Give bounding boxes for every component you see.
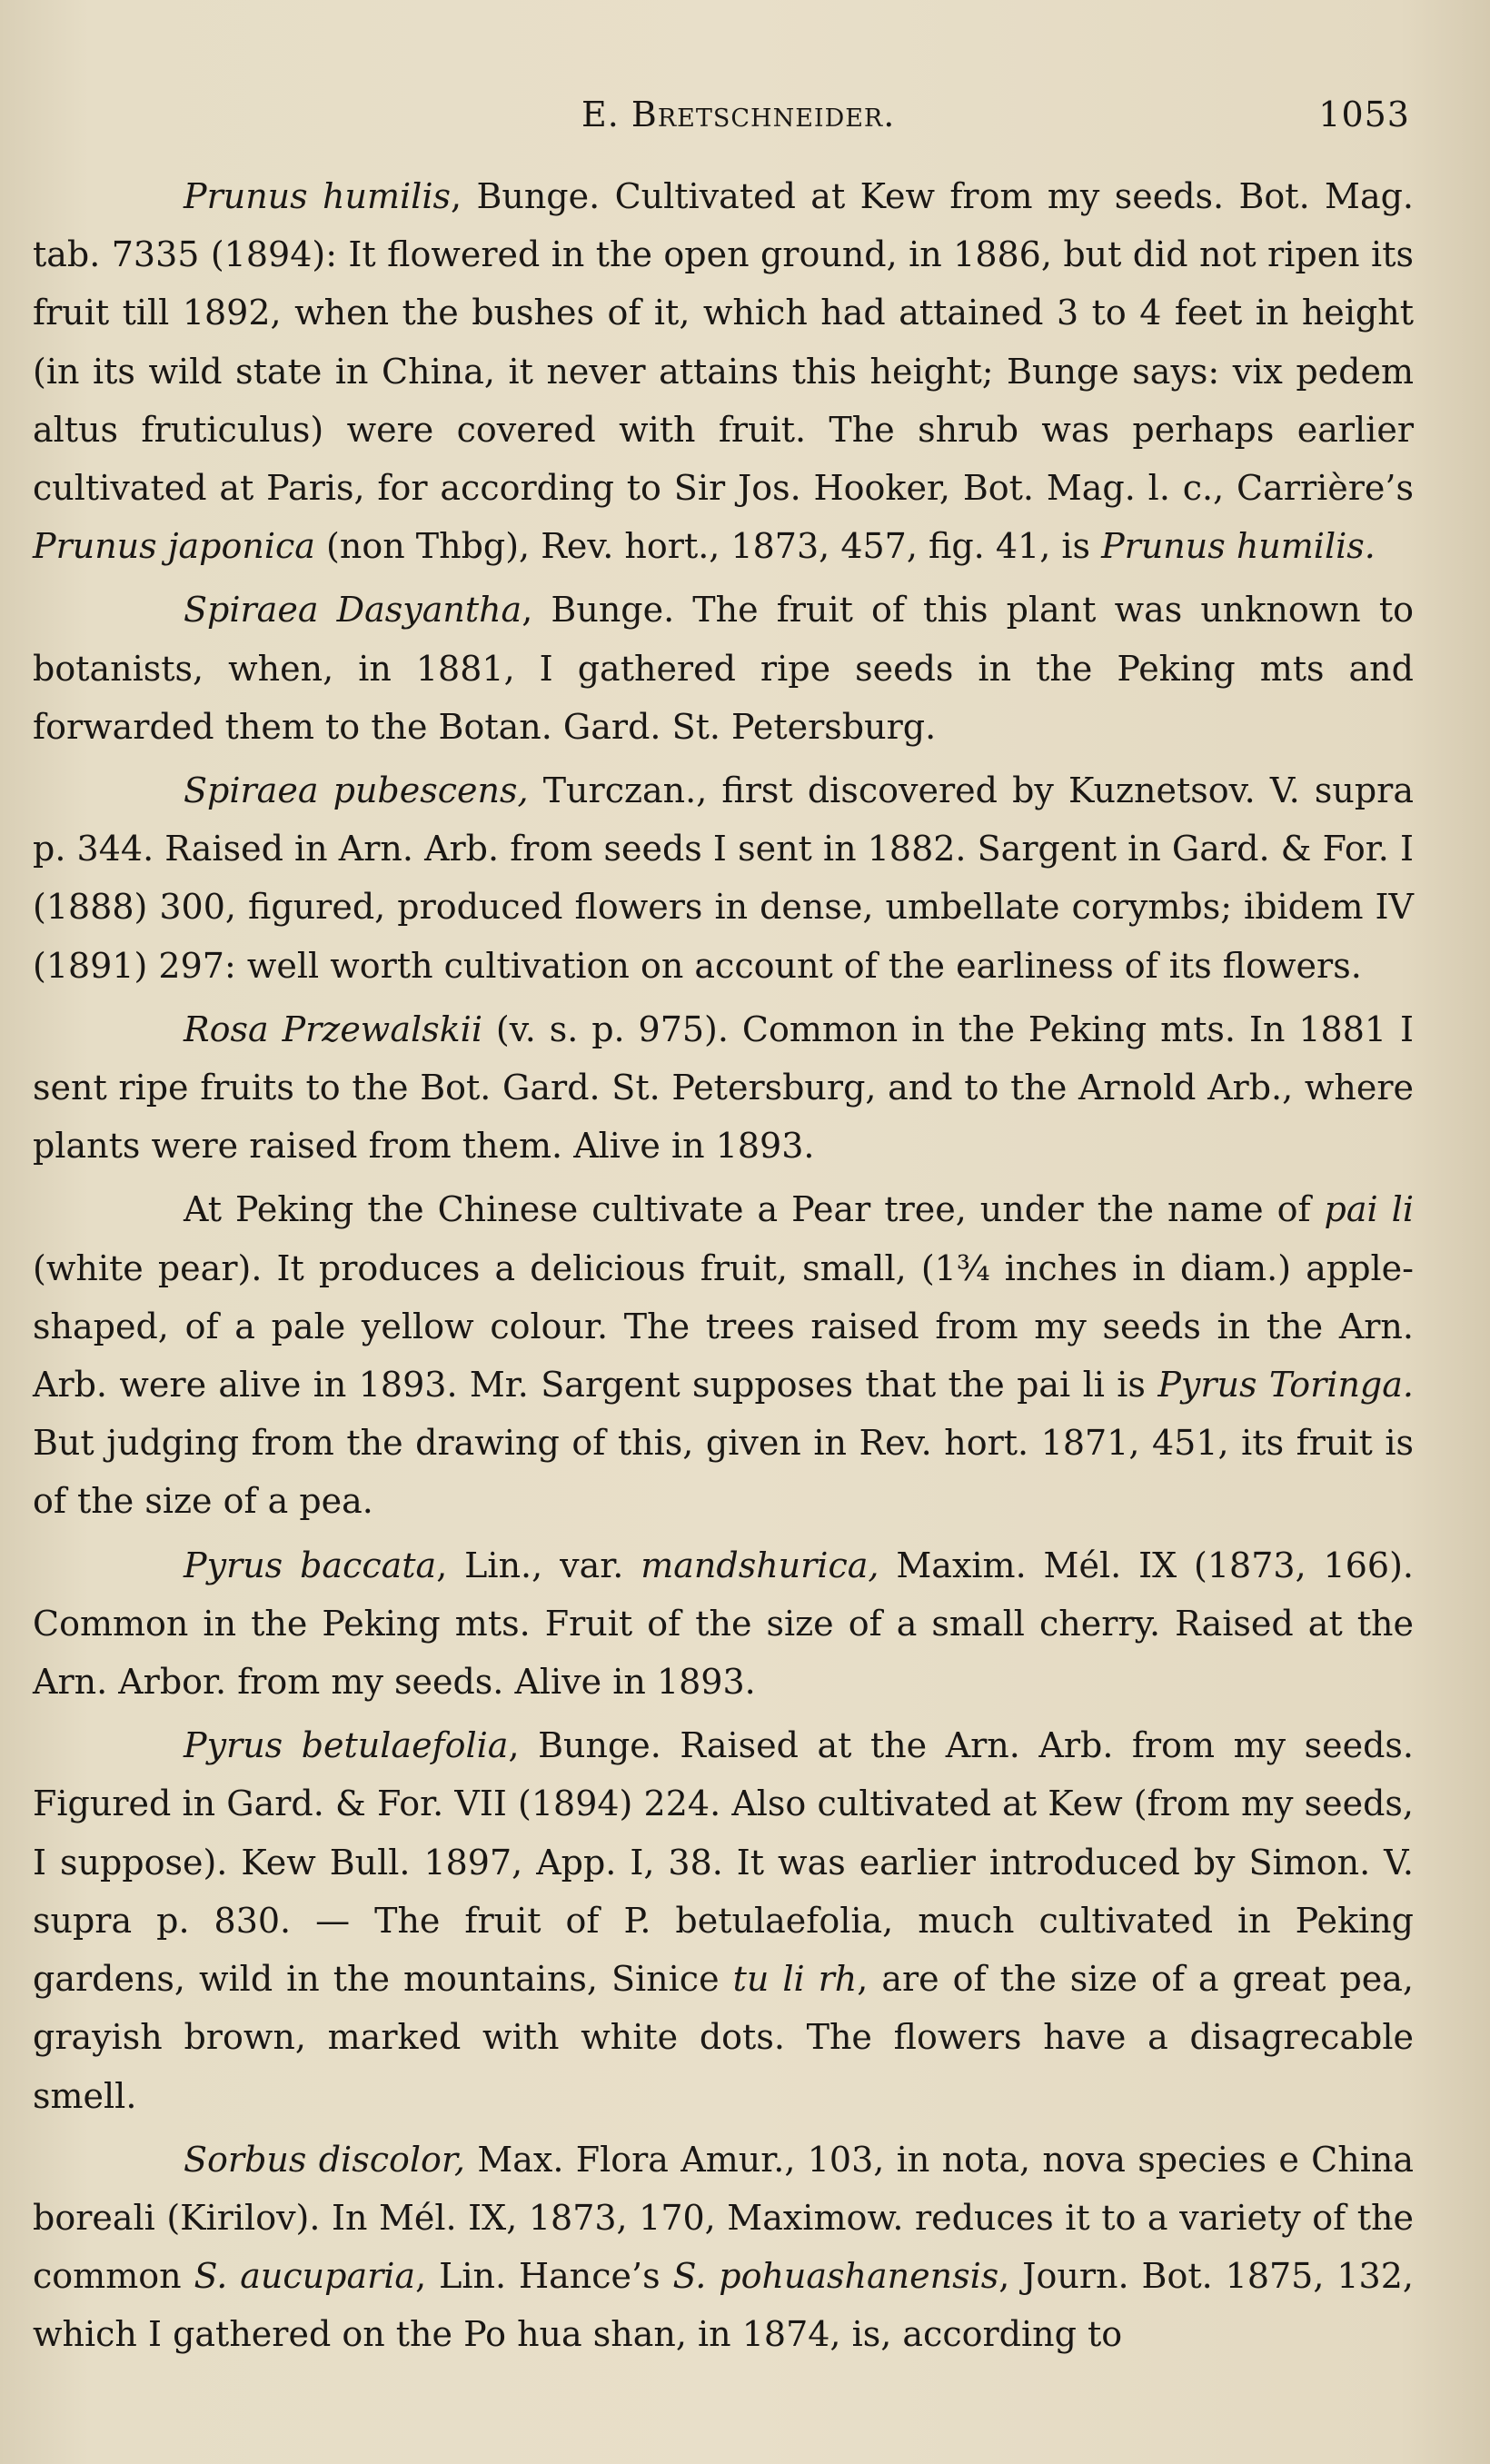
text-run: , Bunge. Raised at the Arn. Arb. from my seeds. Figured in Gard. & For. VII (1894) 224. Also cultivated at Kew (from my seeds, I suppose). Kew Bull. 1897, App. I, 38. It was earlier introduced by Simon. V. supra p. 830. — The fruit of P. betulaefolia, much cultivated in Peking gardens, wild in the mountains, Sinice [33, 1725, 1414, 2000]
text-run: Turczan., first discovered by Kuznetsov. V. supra p. 344. Raised in Arn. Arb. from seeds I sent in 1882. Sargent in Gard. & For. I (1888) 300, figured, produced flowers in dense, umbellate corymbs; ibidem IV (1891) 297: well worth cultivation on account of the earliness of its flowers. [33, 770, 1414, 986]
italic-run: Spiraea Dasyantha [184, 590, 522, 631]
text-run: , Bunge. Cultivated at Kew from my seeds. Bot. Mag. tab. 7335 (1894): It flowered in the open ground, in 1886, but did not ripen its fruit till 1892, when the bushes of it, which had attained 3 to 4 feet in height (in its wild state in China, it never attains this height; Bunge says: vix pedem altus fruticulus) were covered with fruit. The shrub was perhaps earlier cultivated at Paris, for according to Sir Jos. Hooker, Bot. Mag. l. c., Carrière’s [33, 176, 1414, 509]
paragraph-sorbus-discolor [33, 2131, 1414, 2364]
italic-run: S. pohuashanensis [672, 2256, 999, 2297]
italic-run: Prunus humilis [184, 176, 451, 216]
text-run: Maxim. Mél. IX (1873, 166). Common in the Peking mts. Fruit of the size of a small cherry. Raised at the Arn. Arbor. from my seeds. Alive in 1893. [33, 1545, 1414, 1703]
italic-run: Sorbus discolor, [184, 2139, 465, 2180]
paragraph-pyrus-baccata [33, 1536, 1414, 1712]
page-header [182, 94, 1410, 149]
italic-run: tu li rh [732, 1959, 858, 2000]
text-run: , Lin., var. [436, 1545, 641, 1585]
paragraph-prunus-humilis [33, 167, 1414, 575]
italic-run: S. aucuparia [194, 2256, 416, 2297]
page-number: 1053 [1318, 94, 1410, 134]
body-text [33, 167, 1414, 2364]
paragraph-pai-li [33, 1180, 1414, 1530]
text-run: , Lin. Hance’s [415, 2256, 673, 2297]
text-run: , Bunge. The fruit of this plant was unknown to botanists, when, in 1881, I gathered ripe seeds in the Peking mts and forwarded them to the Botan. Gard. St. Petersburg. [33, 590, 1414, 747]
italic-run: Pyrus betulaefolia [184, 1725, 509, 1766]
text-run: , Journ. Bot. 1875, 132, which I gathered on the Po hua shan, in 1874, is, according to [33, 2256, 1414, 2355]
italic-run: Pyrus Toringa. [1157, 1365, 1414, 1406]
paragraph-spiraea-pubescens [33, 761, 1414, 995]
text-run: (v. s. p. 975). Common in the Peking mts. In 1881 I sent ripe fruits to the Bot. Gard. St. Petersburg, and to the Arnold Arb., where plants were raised from them. Alive in 1893. [33, 1008, 1414, 1167]
text-run: (white pear). It produces a delicious fruit, small, (1¾ inches in diam.) apple-shaped, of a pale yellow colour. The trees raised from my seeds in the Arn. Arb. were alive in 1893. Mr. Sargent supposes that the pai li is [33, 1247, 1414, 1406]
text-run: At Peking the Chinese cultivate a Pear tree, under the name of [184, 1189, 1325, 1230]
text-run: , are of the size of a great pea, grayish brown, marked with white dots. The flowers have a disagrecable smell. [33, 1959, 1414, 2116]
running-head: E. Bretschneider. [581, 94, 896, 134]
italic-run: Prunus humilis. [1101, 526, 1376, 567]
text-run: Max. Flora Amur., 103, in nota, nova species e China boreali (Kirilov). In Mél. IX, 1873, 170, Maximow. reduces it to a variety of the common [33, 2139, 1414, 2297]
paragraph-pyrus-betulaefolia [33, 1716, 1414, 2124]
italic-run: Rosa Przewalskii [184, 1008, 482, 1049]
italic-run: Spiraea pubescens, [184, 770, 529, 811]
italic-run: Prunus japonica [33, 526, 315, 567]
italic-run: pai li [1324, 1189, 1414, 1230]
paragraph-spiraea-dasyantha [33, 581, 1414, 756]
text-run: (non Thbg), Rev. hort., 1873, 457, fig. 41, is [314, 526, 1102, 567]
paragraph-rosa-przewalskii [33, 1000, 1414, 1176]
italic-run: Pyrus baccata [184, 1545, 437, 1585]
italic-run: mandshurica, [641, 1545, 879, 1585]
text-run: But judging from the drawing of this, given in Rev. hort. 1871, 451, its fruit is of the size of a pea. [33, 1423, 1414, 1522]
